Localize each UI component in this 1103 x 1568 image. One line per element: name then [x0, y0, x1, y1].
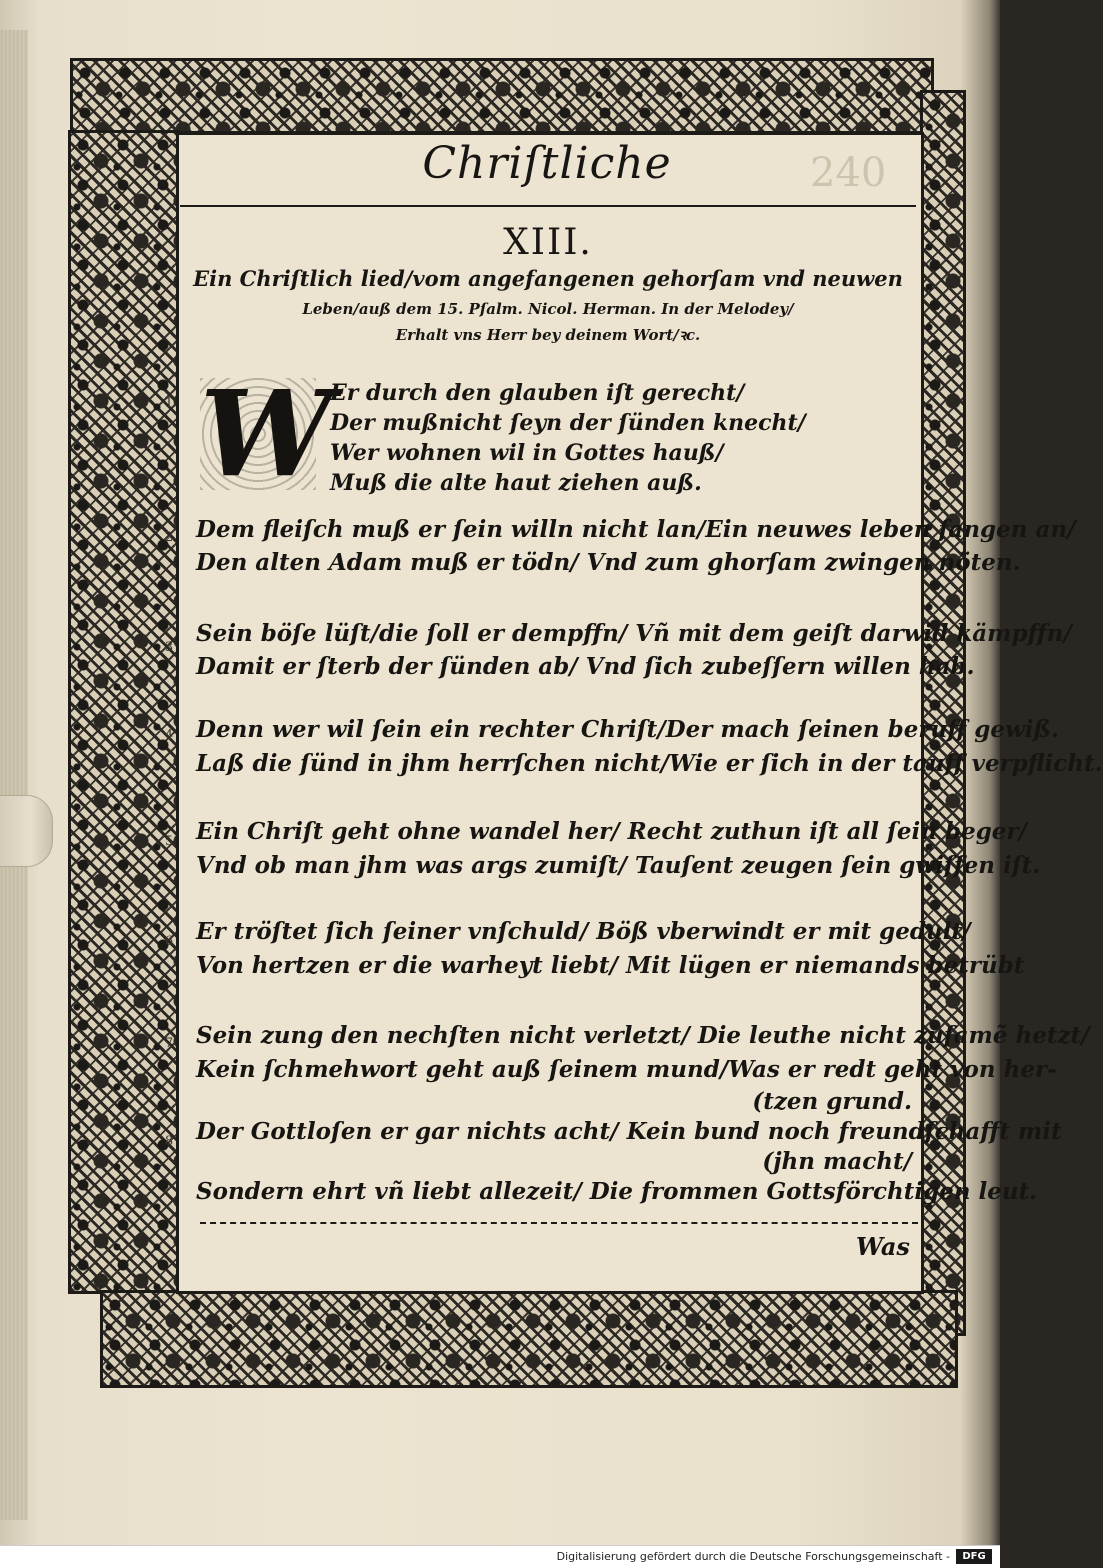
catchword: Was — [856, 1232, 910, 1261]
verse-line: Sondern ehrt vñ liebt allezeit/ Die frommen Gottsförchtigen leut. — [196, 1178, 1038, 1205]
verse-line: Er tröſtet ſich ſeiner vnſchuld/ Böß vberwindt er mit gedult/ — [196, 918, 971, 945]
verse-line: Der mußnicht ſeyn der ſünden knecht/ — [330, 410, 806, 436]
verse-line: Sein böſe lüſt/die ſoll er dempffn/ Vñ mit dem geiſt darwid kämpffn/ — [196, 620, 1072, 647]
verse-line: Vnd ob man jhm was args zumiſt/ Tauſent zeugen ſein gwiſſen iſt. — [196, 852, 1041, 879]
funding-credit: Digitalisierung gefördert durch die Deutsche Forschungsgemeinschaft - — [556, 1550, 950, 1563]
verse-number: 3 — [164, 640, 174, 655]
verse-number: 2 — [164, 530, 174, 545]
verse-line: Damit er ſterb der ſünden ab/ Vnd ſich zubeſſern willen hab. — [196, 653, 975, 680]
verse-number: 6 — [164, 934, 174, 949]
verse-line: Kein ſchmehwort geht auß ſeinem mund/Was er redt geht von her- — [196, 1056, 1057, 1083]
verse-line: Wer wohnen wil in Gottes hauß/ — [330, 440, 724, 466]
verse-line: Er durch den glauben iſt gerecht/ — [330, 380, 745, 406]
verse-line: Dem fleiſch muß er ſein willn nicht lan/Ein neuwes leben fangen an/ — [196, 516, 1076, 543]
viewer-footer — [0, 1545, 1000, 1568]
verse-line: Der Gottloſen er gar nichts acht/ Kein bund noch freundſchafft mit — [196, 1118, 1062, 1145]
verse-line: Den alten Adam muß er tödn/ Vnd zum ghorſam zwingen nöten. — [196, 549, 1021, 576]
verse-line: Sein zung den nechſten nicht verletzt/ Die leuthe nicht zuſamẽ hetzt/ — [196, 1022, 1090, 1049]
running-head: Chriſtliche — [422, 138, 672, 189]
ornament-border-right — [920, 90, 966, 1336]
head-rule — [180, 205, 916, 207]
page-clip — [0, 795, 53, 867]
verse-number: 1 — [164, 396, 174, 411]
song-heading-line-3: Erhalt vns Herr bey deinem Wort/ꝛc. — [395, 326, 701, 344]
ornamental-initial: W — [200, 364, 333, 503]
song-number: XIII. — [503, 222, 593, 263]
ornament-border-bottom — [100, 1290, 958, 1388]
song-heading-line-1: Ein Chriſtlich lied/vom angefangenen gehorſam vnd neuwen — [193, 266, 903, 291]
verse-line-turnover: (jhn macht/ — [762, 1148, 912, 1175]
song-heading-line-2: Leben/auß dem 15. Pſalm. Nicol. Herman. In der Melodey/ — [302, 300, 794, 318]
verse-line: Denn wer wil ſein ein rechter Chriſt/Der mach ſeinen beruff gewiß. — [196, 716, 1059, 743]
verse-line: Von hertzen er die warheyt liebt/ Mit lügen er niemands betrübt — [196, 952, 1025, 979]
verse-line: Ein Chriſt geht ohne wandel her/ Recht zuthun iſt all ſein beger/ — [196, 818, 1027, 845]
bottom-rule — [200, 1222, 918, 1224]
ornament-border-top — [70, 58, 934, 134]
verse-number: 5 — [164, 834, 174, 849]
verse-number: 7 — [164, 1036, 174, 1051]
verse-line-turnover: (tzen grund. — [752, 1088, 912, 1115]
verse-number: 4 — [164, 728, 174, 743]
dfg-logo: DFG — [956, 1549, 992, 1564]
ornament-border-left — [68, 130, 180, 1294]
verse-number: 8 — [164, 1134, 174, 1149]
verse-line: Muß die alte haut ziehen auß. — [330, 470, 702, 496]
verse-line: Laß die ſünd in jhm herrſchen nicht/Wie er ſich in der tauff verpflicht. — [196, 750, 1103, 777]
page-edges — [0, 30, 28, 1520]
bleed-through-number: 240 — [810, 150, 887, 196]
